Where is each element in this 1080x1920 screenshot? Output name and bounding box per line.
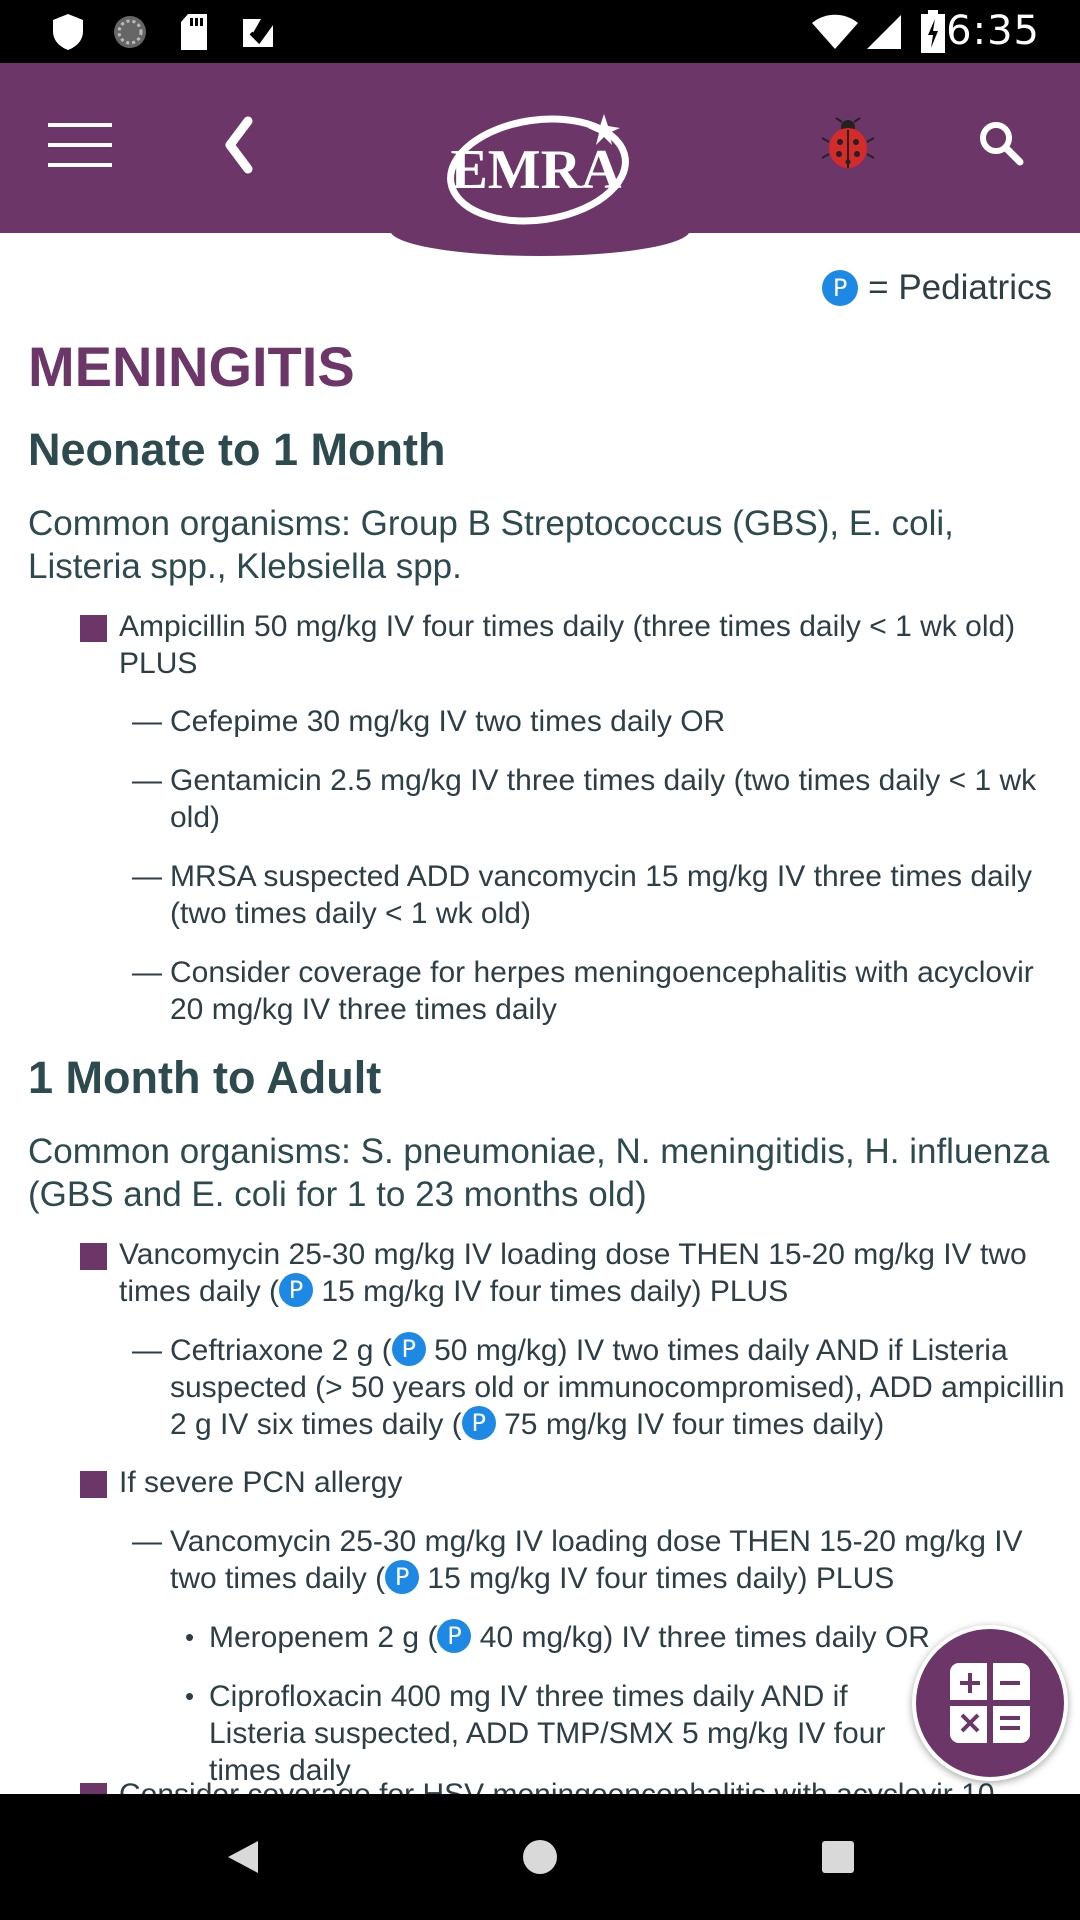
signal-icon [864,12,904,52]
navigation-bar [0,1794,1080,1920]
pediatrics-legend [822,268,1052,308]
spinner-icon [110,12,150,52]
shield-icon [48,12,88,52]
nav-back-icon[interactable] [212,1827,272,1887]
search-icon[interactable] [976,118,1028,170]
calculator-icon [948,1661,1032,1745]
pediatrics-badge-icon: P [822,270,858,306]
battery-icon [918,12,948,52]
nav-recents-icon[interactable] [808,1827,868,1887]
list-item: If severe PCN allergy [119,1464,1039,1501]
pediatrics-legend-label: = Pediatrics [868,268,1052,307]
calculator-button[interactable] [912,1625,1068,1781]
list-item: Vancomycin 25-30 mg/kg IV loading dose THEN 15-20 mg/kg IV two times daily ( P 15 mg/kg IV four times daily) PLUS [119,1236,1039,1310]
back-icon[interactable] [218,115,258,175]
nav-home-icon[interactable] [510,1827,570,1887]
list-item: • Meropenem 2 g ( P 40 mg/kg) IV three times daily OR [209,1619,1059,1656]
checklist-icon [238,12,278,52]
common-organisms-neonate: Common organisms: Group B Streptococcus (GBS), E. coli, Listeria spp., Klebsiella spp. [28,504,954,586]
svg-text:EMRA: EMRA [450,139,622,201]
list-item: — Gentamicin 2.5 mg/kg IV three times daily (two times daily < 1 wk old) [170,762,1070,836]
pediatrics-badge-icon: P [392,1332,426,1366]
content-area [0,256,1080,1794]
emra-logo [440,100,640,230]
common-organisms-adult: Common organisms: S. pneumoniae, N. meningitidis, H. influenza (GBS and E. coli for 1 to 23 months old) [28,1132,1050,1214]
page-title: MENINGITIS [28,335,355,398]
clock: 6:35 [946,8,1040,54]
section-heading-adult: 1 Month to Adult [28,1052,382,1103]
pediatrics-badge-icon: P [437,1619,471,1653]
section-heading-neonate: Neonate to 1 Month [28,424,446,475]
logo-tab [390,230,690,256]
pediatrics-badge-icon: P [279,1273,313,1307]
ladybug-icon[interactable] [820,118,876,170]
menu-icon[interactable] [48,123,112,169]
list-item: — Ceftriaxone 2 g ( P 50 mg/kg) IV two times daily AND if Listeria suspected (> 50 years old or immunocompromised), ADD ampicillin 2 g IV six times daily ( P 75 mg/kg IV four times daily) [170,1332,1070,1443]
list-item: — Vancomycin 25-30 mg/kg IV loading dose THEN 15-20 mg/kg IV two times daily ( P 15 mg/kg IV four times daily) PLUS [170,1523,1070,1597]
list-item: Ampicillin 50 mg/kg IV four times daily (three times daily < 1 wk old) PLUS [119,608,1039,682]
status-bar [0,0,1080,63]
pediatrics-badge-icon: P [385,1560,419,1594]
list-item: • Ciprofloxacin 400 mg IV three times daily AND if Listeria suspected, ADD TMP/SMX 5 mg/kg IV four times daily [209,1678,949,1789]
sd-card-icon [174,12,214,52]
wifi-icon [810,12,860,52]
list-item: — MRSA suspected ADD vancomycin 15 mg/kg IV three times daily (two times daily < 1 wk old) [170,858,1070,932]
list-item: — Cefepime 30 mg/kg IV two times daily OR [170,703,1070,740]
pediatrics-badge-icon: P [462,1406,496,1440]
list-item: — Consider coverage for herpes meningoencephalitis with acyclovir 20 mg/kg IV three times daily [170,954,1070,1028]
